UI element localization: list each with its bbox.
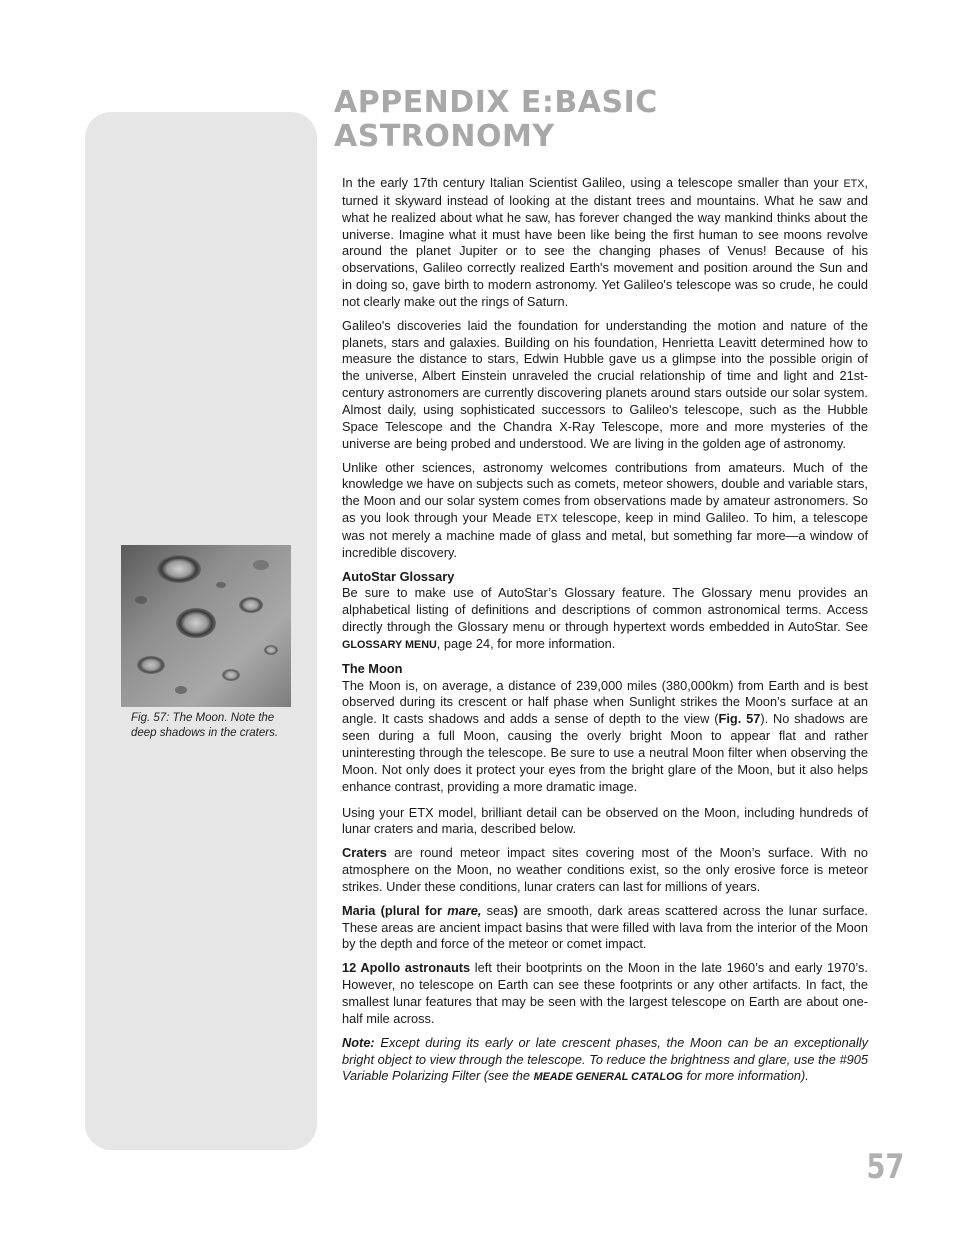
title-line-1: APPENDIX E:BASIC bbox=[334, 85, 658, 120]
moon-surface-image bbox=[121, 545, 291, 707]
note-paragraph: Note: Except during its early or late crescent phases, the Moon can be an exceptionally bright object to view through the telescope. To reduce the brightness and glare, use the #905 Variable Polarizing Filter (see the MEADE GENERAL CATALOG for more information). bbox=[342, 1034, 868, 1084]
catalog-reference: MEADE GENERAL CATALOG bbox=[533, 1071, 683, 1084]
apollo-paragraph: 12 Apollo astronauts left their bootprints on the Moon in the late 1960’s and early 1970’s. However, no telescope on Earth can see these footprints or any other artifacts. In fact, the smallest lunar features that may be seen with the largest telescope on Earth are about one-half mile across. bbox=[342, 960, 868, 1026]
note-label: Note: bbox=[342, 1034, 375, 1050]
intro-paragraph-3: Unlike other sciences, astronomy welcomes contributions from amateurs. Much of the knowledge we have on subjects such as comets, meteor showers, double and variable stars, the Moon and our solar system comes from observations made by amateur astronomers. So as you look through your Meade ETX telescope, keep in mind Galileo. To him, a telescope was not merely a machine made of glass and metal, but something far more—a window of incredible discovery. bbox=[342, 459, 868, 560]
glossary-menu-reference: GLOSSARY MENU bbox=[342, 638, 437, 651]
craters-paragraph: Craters are round meteor impact sites covering most of the Moon’s surface. With no atmosphere on the Moon, no weather conditions exist, so the only erosive force is meteor strikes. Under these conditions, lunar craters can last for millions of years. bbox=[342, 845, 868, 894]
main-content bbox=[342, 175, 868, 1093]
maria-paragraph: Maria (plural for mare, seas) are smooth, dark areas scattered across the lunar surface. These areas are ancient impact basins that were filled with lava from the interior of the Moon by the depth and force of the meteor or comet impact. bbox=[342, 902, 868, 952]
moon-photo bbox=[121, 545, 291, 707]
moon-paragraph-1: The Moon is, on average, a distance of 239,000 miles (380,000km) from Earth and is best observed during its crescent or half phase when Sunlight strikes the Moon’s surface at an angle. It casts shadows and adds a sense of depth to the view (Fig. 57). No shadows are seen during a full Moon, causing the overly bright Moon to appear flat and rather uninteresting through the telescope. Be sure to use a neutral Moon filter when observing the Moon. Not only does it protect your eyes from the bright glare of the Moon, but it also helps enhance contrast, providing a more dramatic image. bbox=[342, 677, 868, 794]
figure-reference: Fig. 57 bbox=[718, 711, 761, 727]
figure-caption: Fig. 57: The Moon. Note the deep shadows in the craters. bbox=[131, 712, 279, 739]
moon-heading: The Moon bbox=[342, 660, 403, 676]
intro-paragraph-2: Galileo's discoveries laid the foundation for understanding the motion and nature of the planets, stars and galaxies. Building on his foundation, Henrietta Leavitt determined how to measure the distance to stars, Edwin Hubble gave us a glimpse into the possible origin of the universe, Albert Einstein unraveled the crucial relationship of time and light and 21st-century astronomers are currently discovering planets around stars outside our solar system. Almost daily, using sophisticated successors to Galileo's telescope, such as the Hubble Space Telescope and the Chandra X-Ray Telescope, more and more mysteries of the universe are being probed and understood. We are living in the golden age of astronomy. bbox=[342, 317, 868, 451]
moon-paragraph-2: Using your ETX model, brilliant detail can be observed on the Moon, including hundreds of lunar craters and maria, described below. bbox=[342, 804, 868, 837]
glossary-heading: AutoStar Glossary bbox=[342, 568, 455, 584]
glossary-paragraph: Be sure to make use of AutoStar’s Glossary feature. The Glossary menu provides an alphabetical listing of definitions and descriptions of common astronomical terms. Access directly through the Glossary menu or through hypertext words embedded in AutoStar. See GLOSSARY MENU, page 24, for more information. bbox=[342, 585, 868, 651]
page-title bbox=[334, 86, 658, 154]
title-line-2: ASTRONOMY bbox=[334, 119, 555, 154]
page-number: 57 bbox=[866, 1147, 904, 1187]
intro-paragraph-1: In the early 17th century Italian Scientist Galileo, using a telescope smaller than your ETX, turned it skyward instead of looking at the distant trees and mountains. What he saw and what he realized about what he saw, has forever changed the way mankind thinks about the universe. Imagine what it must have been like being the first human to see moons revolve around the planet Jupiter or to see the changing phases of Venus! Because of his observations, Galileo correctly realized Earth's movement and position around the Sun and in doing so, gave birth to modern astronomy. Yet Galileo's telescope was so crude, he could not clearly make out the rings of Saturn. bbox=[342, 175, 868, 309]
